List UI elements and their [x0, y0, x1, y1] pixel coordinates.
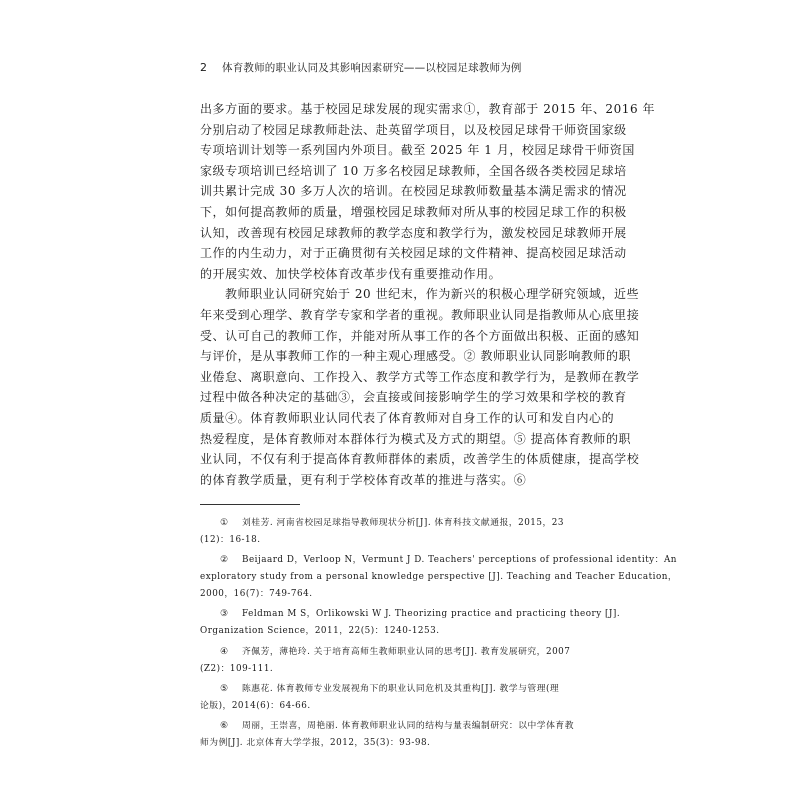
body-line: 质量④。体育教师职业认同代表了体育教师对自身工作的认可和发自内心的 — [200, 410, 615, 425]
footnote — [200, 644, 605, 678]
body-line: 训共累计完成 30 多万人次的培训。在校园足球教师数量基本满足需求的情况 — [200, 184, 627, 199]
body-line: 认知，改善现有校园足球教师的教学态度和教学行为，激发校园足球教师开展 — [200, 225, 627, 240]
footnote-mark: ⑥ — [220, 720, 229, 731]
body-line: 工作的内生动力，对于正确贯彻有关校园足球的文件精神、提高校园足球活动 — [200, 246, 627, 261]
body-line: 的体育教学质量，更有利于学校体育改革的推进与落实。⑥ — [200, 472, 527, 487]
footnote-line: (12)：16-18. — [200, 535, 261, 545]
footnote-line: ③ Feldman M S，Orlikowski W J. Theorizing practice and practicing theory [J]. — [200, 606, 605, 623]
body-line: 热爱程度，是体育教师对本群体行为模式及方式的期望。⑤ 提高体育教师的职 — [200, 431, 632, 446]
footnote-line: ① 刘桂芳. 河南省校园足球指导教师现状分析[J]. 体育科技文献通报，2015，23 — [200, 515, 605, 532]
body-line: 下，如何提高教师的质量，增强校园足球教师对所从事的校园足球工作的积极 — [200, 204, 627, 219]
body-line: 业倦怠、离职意向、工作投入、教学方式等工作态度和教学行为，是教师在教学 — [200, 369, 640, 384]
footnote — [200, 552, 678, 603]
footnote — [200, 681, 605, 715]
footnote — [200, 718, 605, 752]
body-line: 分别启动了校园足球教师赴法、赴英留学项目，以及校园足球骨干师资国家级 — [200, 122, 627, 137]
body-line: 年来受到心理学、教育学专家和学者的重视。教师职业认同是指教师从心底里接 — [200, 307, 640, 322]
footnote-divider — [200, 504, 300, 505]
footnote-line: exploratory study from a personal knowledge perspective [J]. Teaching and Teacher Education， — [200, 572, 678, 583]
running-head — [200, 61, 522, 75]
body-line: 教师职业认同研究始于 20 世纪末，作为新兴的积极心理学研究领域，近些 — [225, 287, 640, 302]
footnote-line: 2000，16(7)：749-764. — [200, 589, 313, 600]
body-line: 专项培训计划等一系列国内外项目。截至 2025 年 1 月，校园足球骨干师资国 — [200, 143, 635, 158]
footnote-line: 论版)，2014(6)：64-66. — [200, 700, 311, 711]
footnote — [200, 515, 605, 549]
footnote-mark: ① — [220, 518, 229, 528]
body-line: 过程中做各种决定的基础③，会直接或间接影响学生的学习效果和学校的教育 — [200, 390, 627, 405]
footnote-line: 师为例[J]. 北京体育大学学报，2012，35(3)：93-98. — [200, 737, 431, 748]
footnote-mark: ④ — [220, 646, 229, 657]
footnote-line: ⑥ 周丽，王崇喜，周艳丽. 体育教师职业认同的结构与量表编制研究：以中学体育教 — [200, 718, 605, 735]
footnote-line: (Z2)：109-111. — [200, 663, 274, 674]
body-line: 业认同，不仅有利于提高体育教师群体的素质，改善学生的体质健康，提高学校 — [200, 452, 640, 467]
footnote-line: Organization Science，2011，22(5)：1240-1253. — [200, 626, 440, 637]
footnote-line: ② Beijaard D，Verloop N，Vermunt J D. Teachers' perceptions of professional identity：An — [200, 552, 605, 569]
running-head-title: 体育教师的职业认同及其影响因素研究——以校园足球教师为例 — [222, 62, 522, 74]
footnote — [200, 606, 621, 640]
body-text — [200, 99, 656, 490]
body-line: 与评价，是从事教师工作的一种主观心理感受。② 教师职业认同影响教师的职 — [200, 349, 632, 364]
footnotes — [200, 515, 678, 755]
footnote-line: ④ 齐佩芳，薄艳玲. 关于培育高师生教师职业认同的思考[J]. 教育发展研究，2007 — [200, 644, 605, 661]
body-line: 出多方面的要求。基于校园足球发展的现实需求①，教育部于 2015 年、2016 年 — [200, 102, 656, 116]
body-line: 家级专项培训已经培训了 10 万多名校园足球教师，全国各级各类校园足球培 — [200, 163, 627, 178]
body-line: 受、认可自己的教师工作，并能对所从事工作的各个方面做出积极、正面的感知 — [200, 328, 640, 343]
footnote-mark: ⑤ — [220, 683, 229, 694]
footnote-mark: ③ — [220, 609, 229, 620]
footnote-mark: ② — [220, 555, 229, 566]
page-number: 2 — [200, 61, 208, 74]
body-line: 的开展实效、加快学校体育改革步伐有重要推动作用。 — [200, 266, 502, 281]
footnote-line: ⑤ 陈惠花. 体育教师专业发展视角下的职业认同危机及其重构[J]. 教学与管理(理 — [200, 681, 605, 698]
